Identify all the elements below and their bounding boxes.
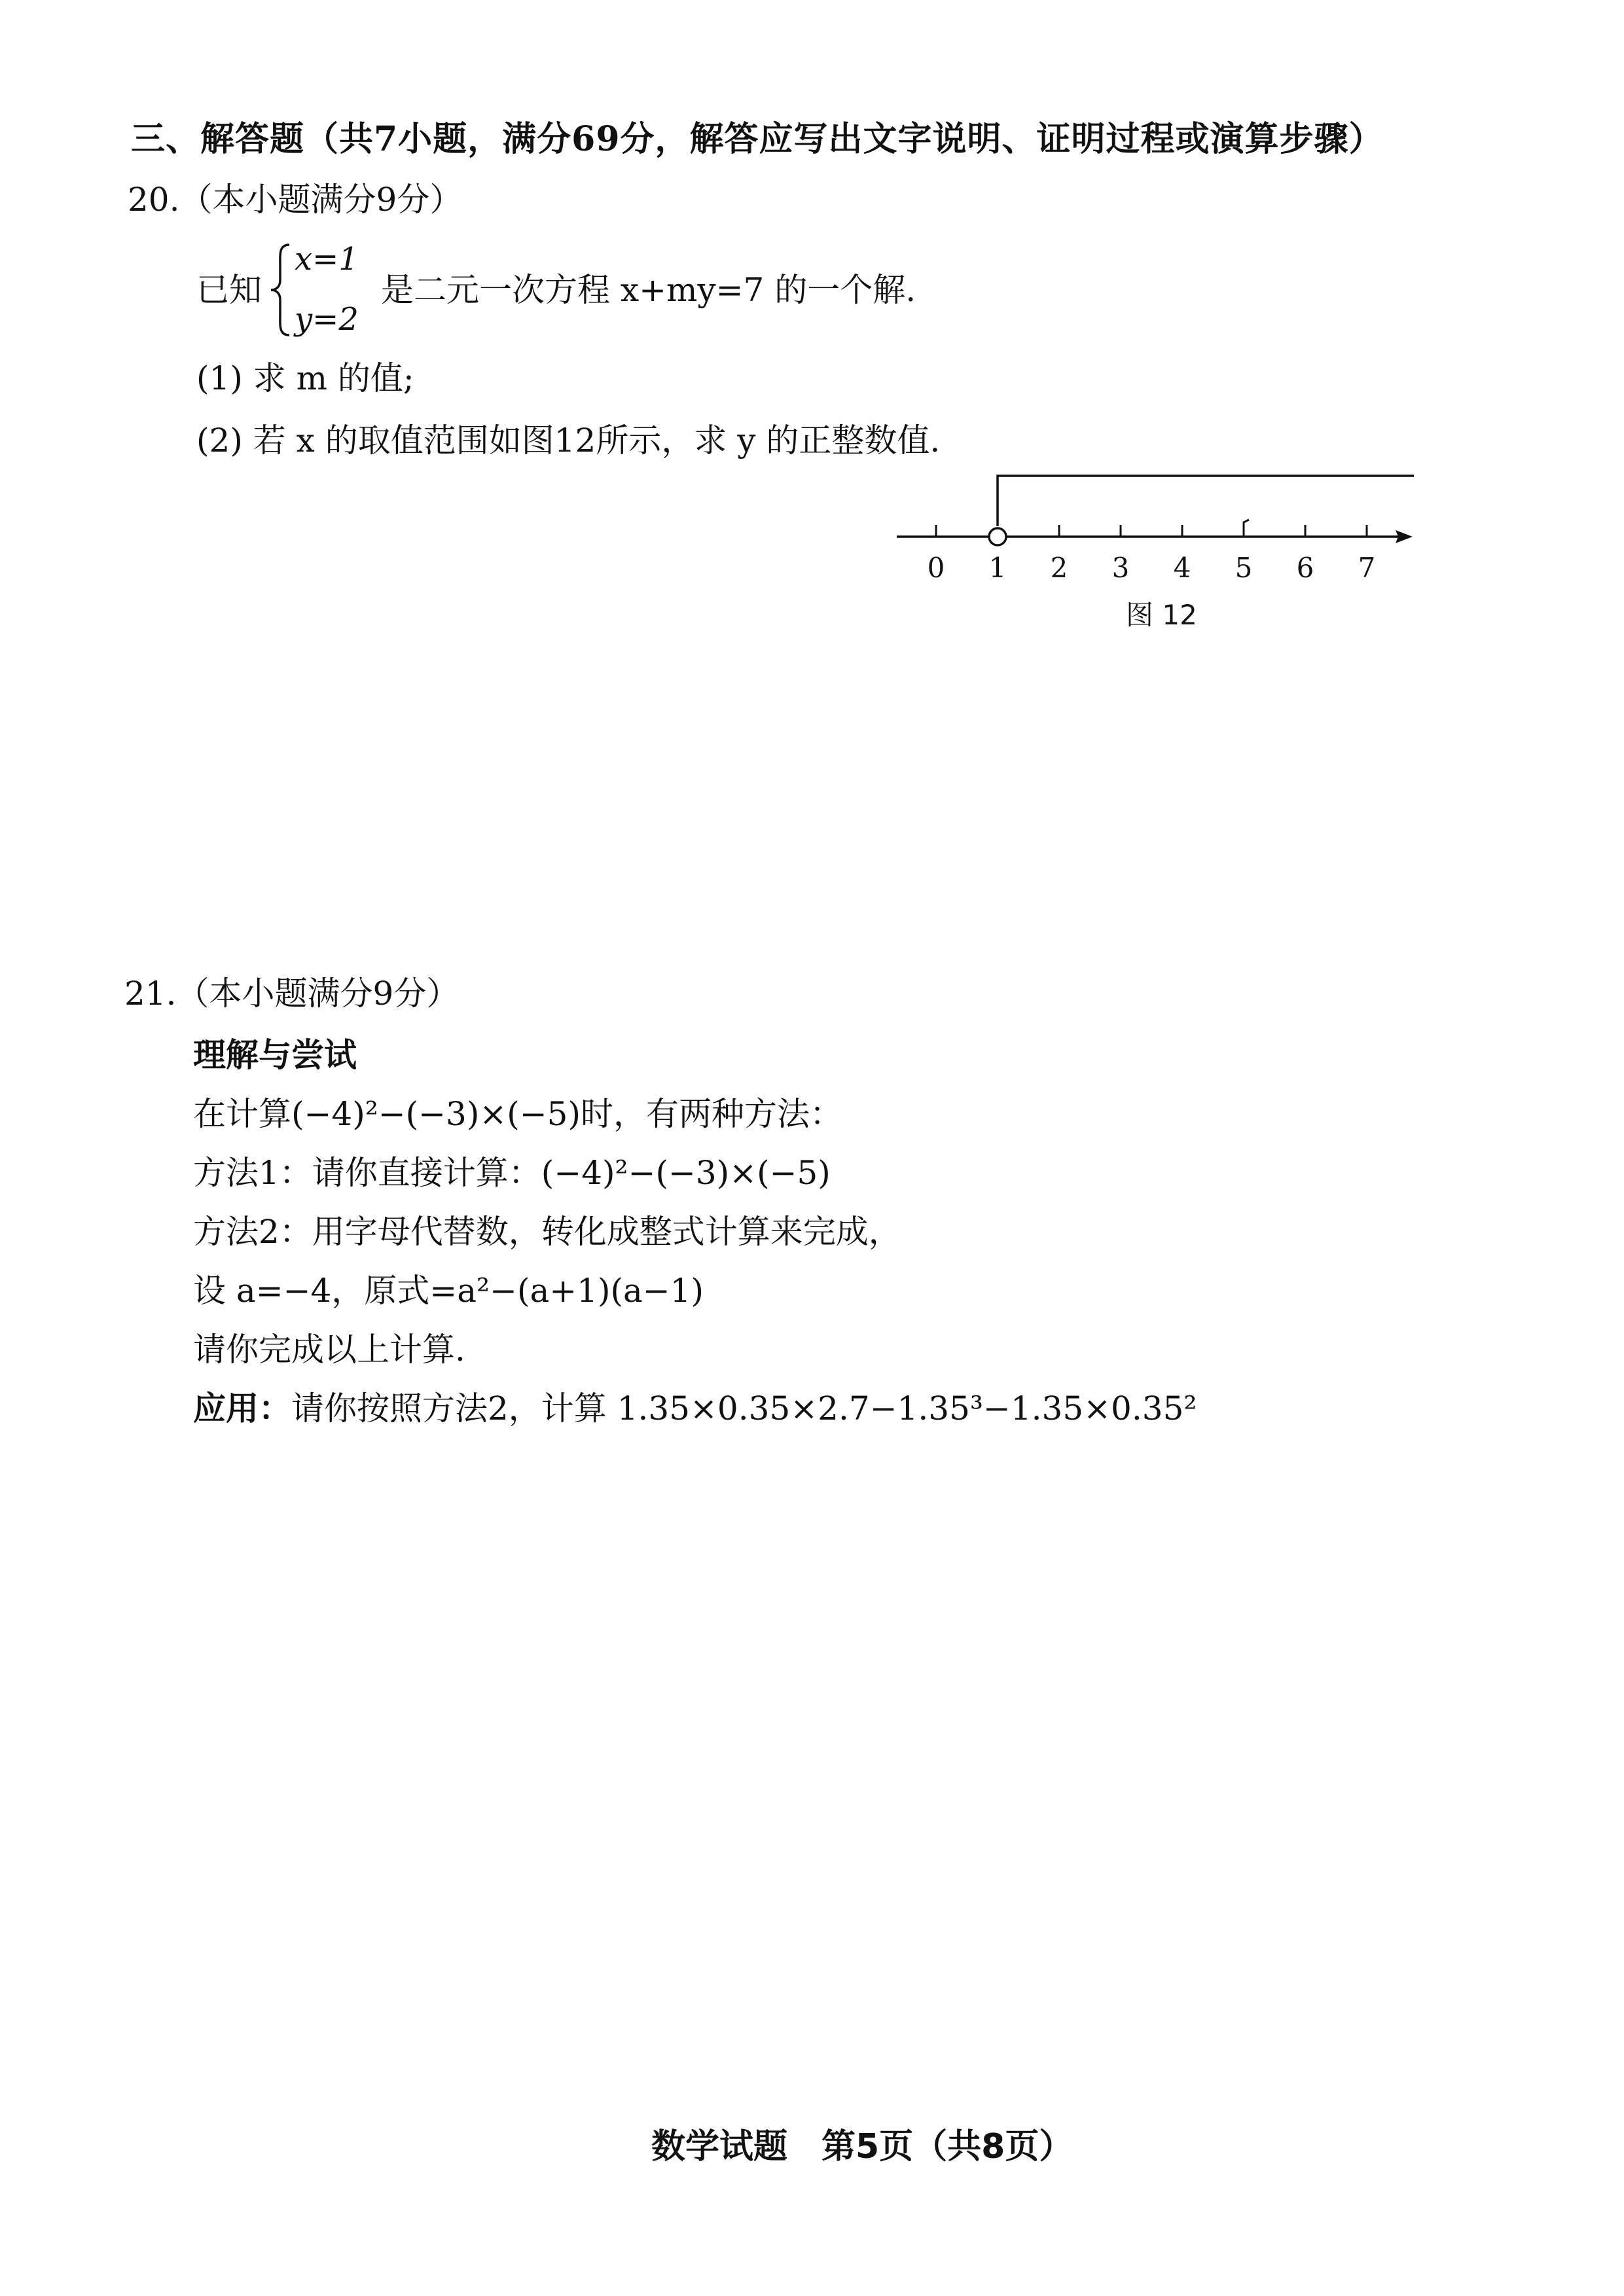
question-21-header: 21.（本小题满分9分）: [124, 975, 460, 1013]
figure-caption: 图 12: [1126, 599, 1197, 631]
tick-label: 6: [1296, 552, 1314, 584]
q21-method2: 方法2：用字母代替数，转化成整式计算来完成，: [193, 1213, 901, 1251]
bracket-mark: [1244, 520, 1249, 537]
q21-application: [193, 1389, 1197, 1428]
tick-label: 5: [1235, 552, 1253, 584]
tick-label: 1: [988, 552, 1007, 584]
q20-system-line2: y=2: [295, 301, 359, 338]
tick-label: 3: [1111, 552, 1130, 584]
open-point-circle: [989, 528, 1006, 545]
range-line: [998, 476, 1414, 526]
q20-given-statement: [196, 241, 1113, 339]
q21-title: 理解与尝试: [193, 1036, 357, 1074]
tick-label: 0: [927, 552, 945, 584]
tick-label: 4: [1173, 552, 1191, 584]
system-brace-icon: [267, 241, 293, 339]
q20-part2: (2) 若 x 的取值范围如图12所示，求 y 的正整数值.: [196, 422, 941, 459]
section-header: 三、解答题（共7小题，满分69分，解答应写出文字说明、证明过程或演算步骤）: [131, 119, 1384, 159]
tick-label: 7: [1358, 552, 1376, 584]
q20-system-line1: x=1: [295, 241, 359, 278]
q21-instruction: 请你完成以上计算.: [193, 1331, 465, 1369]
q21-application-label: 应用：: [193, 1390, 291, 1427]
q21-substitution: 设 a=−4，原式=a²−(a+1)(a−1): [193, 1272, 704, 1310]
q20-given-prefix: 已知: [196, 271, 262, 309]
q21-method1: 方法1：请你直接计算：(−4)²−(−3)×(−5): [193, 1154, 831, 1192]
q21-line1: 在计算(−4)²−(−3)×(−5)时，有两种方法：: [193, 1095, 842, 1133]
q20-given-suffix: 是二元一次方程 x+my=7 的一个解.: [381, 271, 916, 309]
q21-application-text: 请你按照方法2，计算 1.35×0.35×2.7−1.35³−1.35×0.35²: [291, 1390, 1197, 1427]
q20-part1: (1) 求 m 的值;: [196, 359, 414, 397]
tick-label: 2: [1050, 552, 1068, 584]
question-20-header: 20.（本小题满分9分）: [128, 181, 463, 219]
page-footer: 数学试题 第5页（共8页）: [651, 2127, 1074, 2166]
